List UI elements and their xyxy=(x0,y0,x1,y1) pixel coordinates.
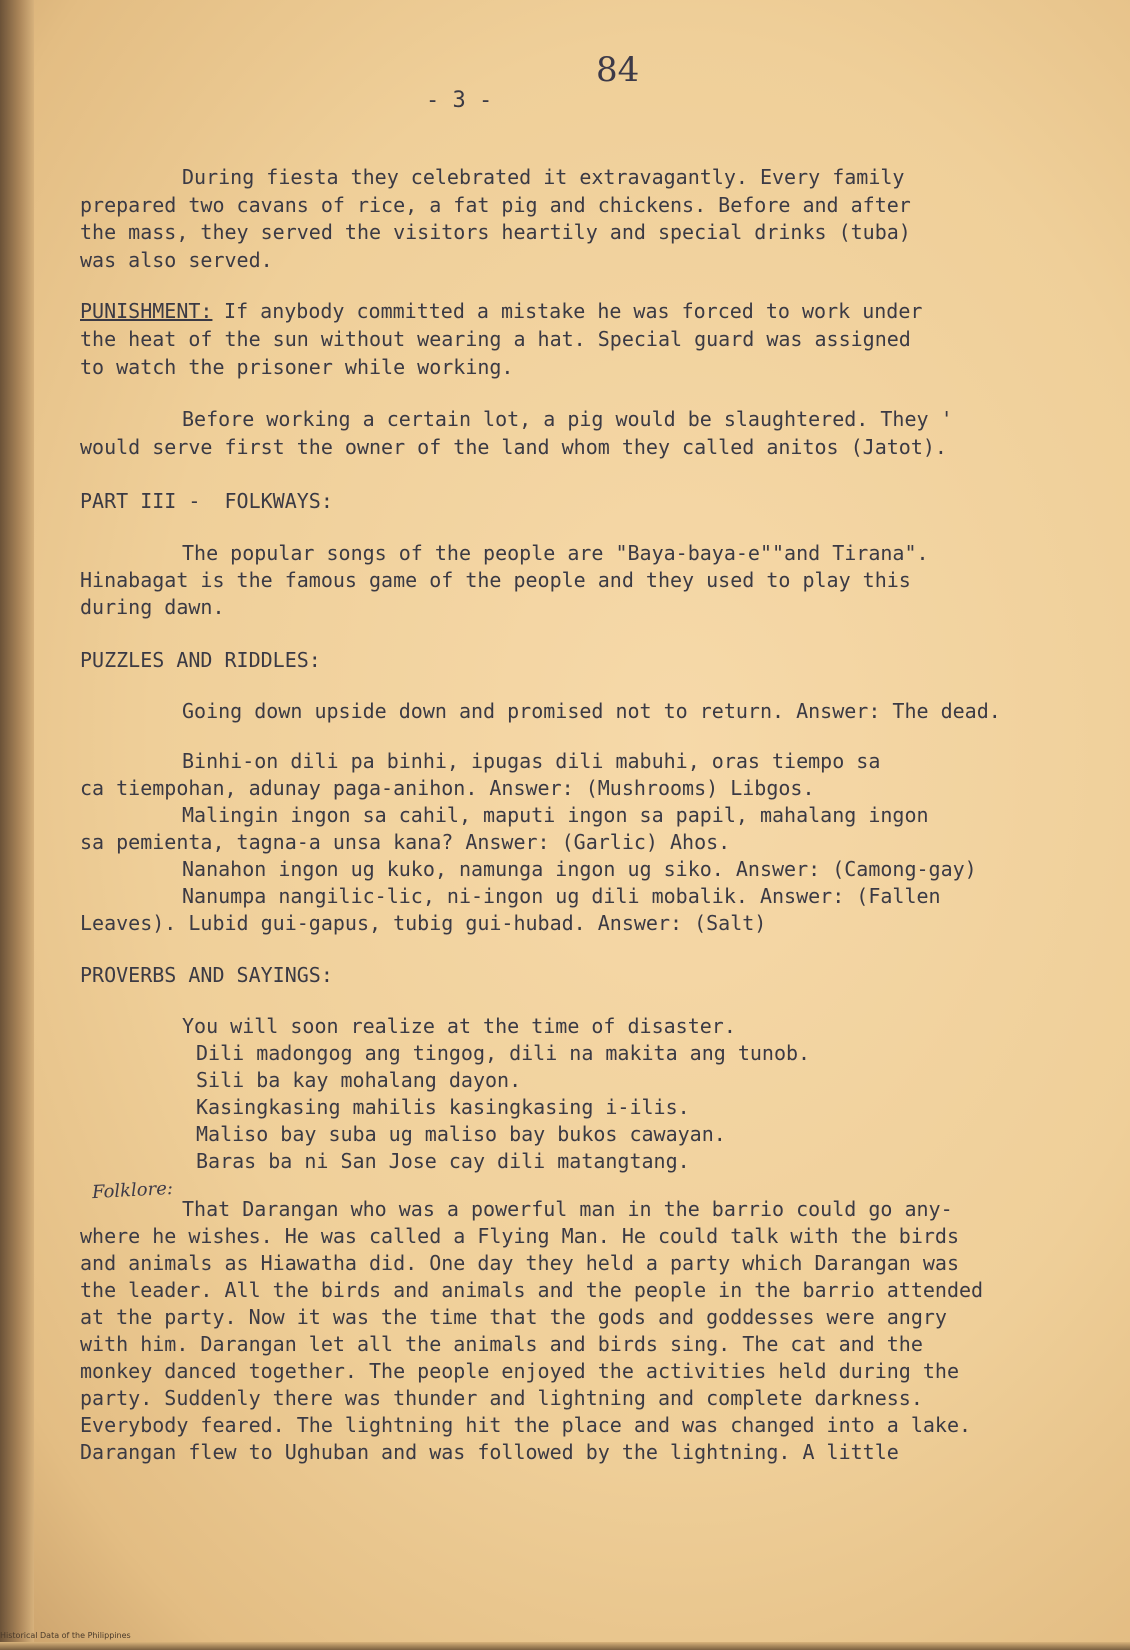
handwritten-page-number: 84 xyxy=(596,50,640,90)
fiesta-line: During fiesta they celebrated it extravagantly. Every family xyxy=(182,165,905,189)
riddle-line: Going down upside down and promised not to return. Answer: The dead. xyxy=(182,699,1001,723)
part3-line: Hinabagat is the famous game of the people and they used to play this xyxy=(80,568,911,592)
proverb-line: Baras ba ni San Jose cay dili matangtang. xyxy=(196,1149,690,1173)
proverb-line: Kasingkasing mahilis kasingkasing i-ilis. xyxy=(196,1095,690,1119)
folklore-line: party. Suddenly there was thunder and lightning and complete darkness. xyxy=(80,1386,923,1410)
folklore-line: at the party. Now it was the time that the gods and goddesses were angry xyxy=(80,1305,947,1329)
riddle-line: Nanahon ingon ug kuko, namunga ingon ug siko. Answer: (Camong-gay) xyxy=(182,857,977,881)
riddle-line: Binhi-on dili pa binhi, ipugas dili mabuhi, oras tiempo sa xyxy=(182,749,881,773)
folklore-line: with him. Darangan let all the animals and birds sing. The cat and the xyxy=(80,1332,923,1356)
folklore-line: That Darangan who was a powerful man in the barrio could go any- xyxy=(182,1197,953,1221)
riddle-line: sa pemienta, tagna-a unsa kana? Answer: (Garlic) Ahos. xyxy=(80,830,731,854)
part3-line: during dawn. xyxy=(80,595,225,619)
book-spine-shadow xyxy=(0,0,34,1650)
folklore-line: and animals as Hiawatha did. One day they held a party which Darangan was xyxy=(80,1251,959,1275)
punishment-line: If anybody committed a mistake he was forced to work under xyxy=(212,299,923,323)
riddle-line: Nanumpa nangilic-lic, ni-ingon ug dili mobalik. Answer: (Fallen xyxy=(182,884,941,908)
folklore-margin-note: Folklore: xyxy=(91,1177,174,1204)
folklore-line: Everybody feared. The lightning hit the place and was changed into a lake. xyxy=(80,1413,972,1437)
folklore-line: where he wishes. He was called a Flying Man. He could talk with the birds xyxy=(80,1224,959,1248)
fiesta-line: the mass, they served the visitors heartily and special drinks (tuba) xyxy=(80,220,911,244)
folklore-line: monkey danced together. The people enjoyed the activities held during the xyxy=(80,1359,959,1383)
punishment-line: the heat of the sun without wearing a hat. Special guard was assigned xyxy=(80,327,911,351)
fiesta-line: prepared two cavans of rice, a fat pig and chickens. Before and after xyxy=(80,193,911,217)
part3-line: The popular songs of the people are "Baya-baya-e""and Tirana". xyxy=(182,541,929,565)
proverb-line: Dili madongog ang tingog, dili na makita ang tunob. xyxy=(196,1041,811,1065)
part3-heading: PART III - FOLKWAYS: xyxy=(80,489,333,513)
proverbs-heading: PROVERBS AND SAYINGS: xyxy=(80,963,333,987)
working-line: would serve first the owner of the land whom they called anitos (Jatot). xyxy=(80,435,947,459)
riddle-line: Leaves). Lubid gui-gapus, tubig gui-hubad. Answer: (Salt) xyxy=(80,911,767,935)
footer-caption: Historical Data of the Philippines xyxy=(0,1631,131,1640)
fiesta-line: was also served. xyxy=(80,248,273,272)
page-bottom-edge xyxy=(0,1642,1130,1650)
proverb-line: Maliso bay suba ug maliso bay bukos cawayan. xyxy=(196,1122,726,1146)
puzzles-heading: PUZZLES AND RIDDLES: xyxy=(80,648,321,672)
folklore-line: Darangan flew to Ughuban and was followed by the lightning. A little xyxy=(80,1440,899,1464)
folklore-line: the leader. All the birds and animals and the people in the barrio attended xyxy=(80,1278,984,1302)
punishment-heading: PUNISHMENT: xyxy=(80,299,213,323)
typed-page-number: - 3 - xyxy=(426,88,493,113)
working-line: Before working a certain lot, a pig would be slaughtered. They ' xyxy=(182,407,953,431)
riddle-line: Malingin ingon sa cahil, maputi ingon sa papil, mahalang ingon xyxy=(182,803,929,827)
proverb-line: You will soon realize at the time of disaster. xyxy=(182,1014,736,1038)
riddle-line: ca tiempohan, adunay paga-anihon. Answer: (Mushrooms) Libgos. xyxy=(80,776,815,800)
punishment-line: to watch the prisoner while working. xyxy=(80,355,514,379)
proverb-line: Sili ba kay mohalang dayon. xyxy=(196,1068,522,1092)
